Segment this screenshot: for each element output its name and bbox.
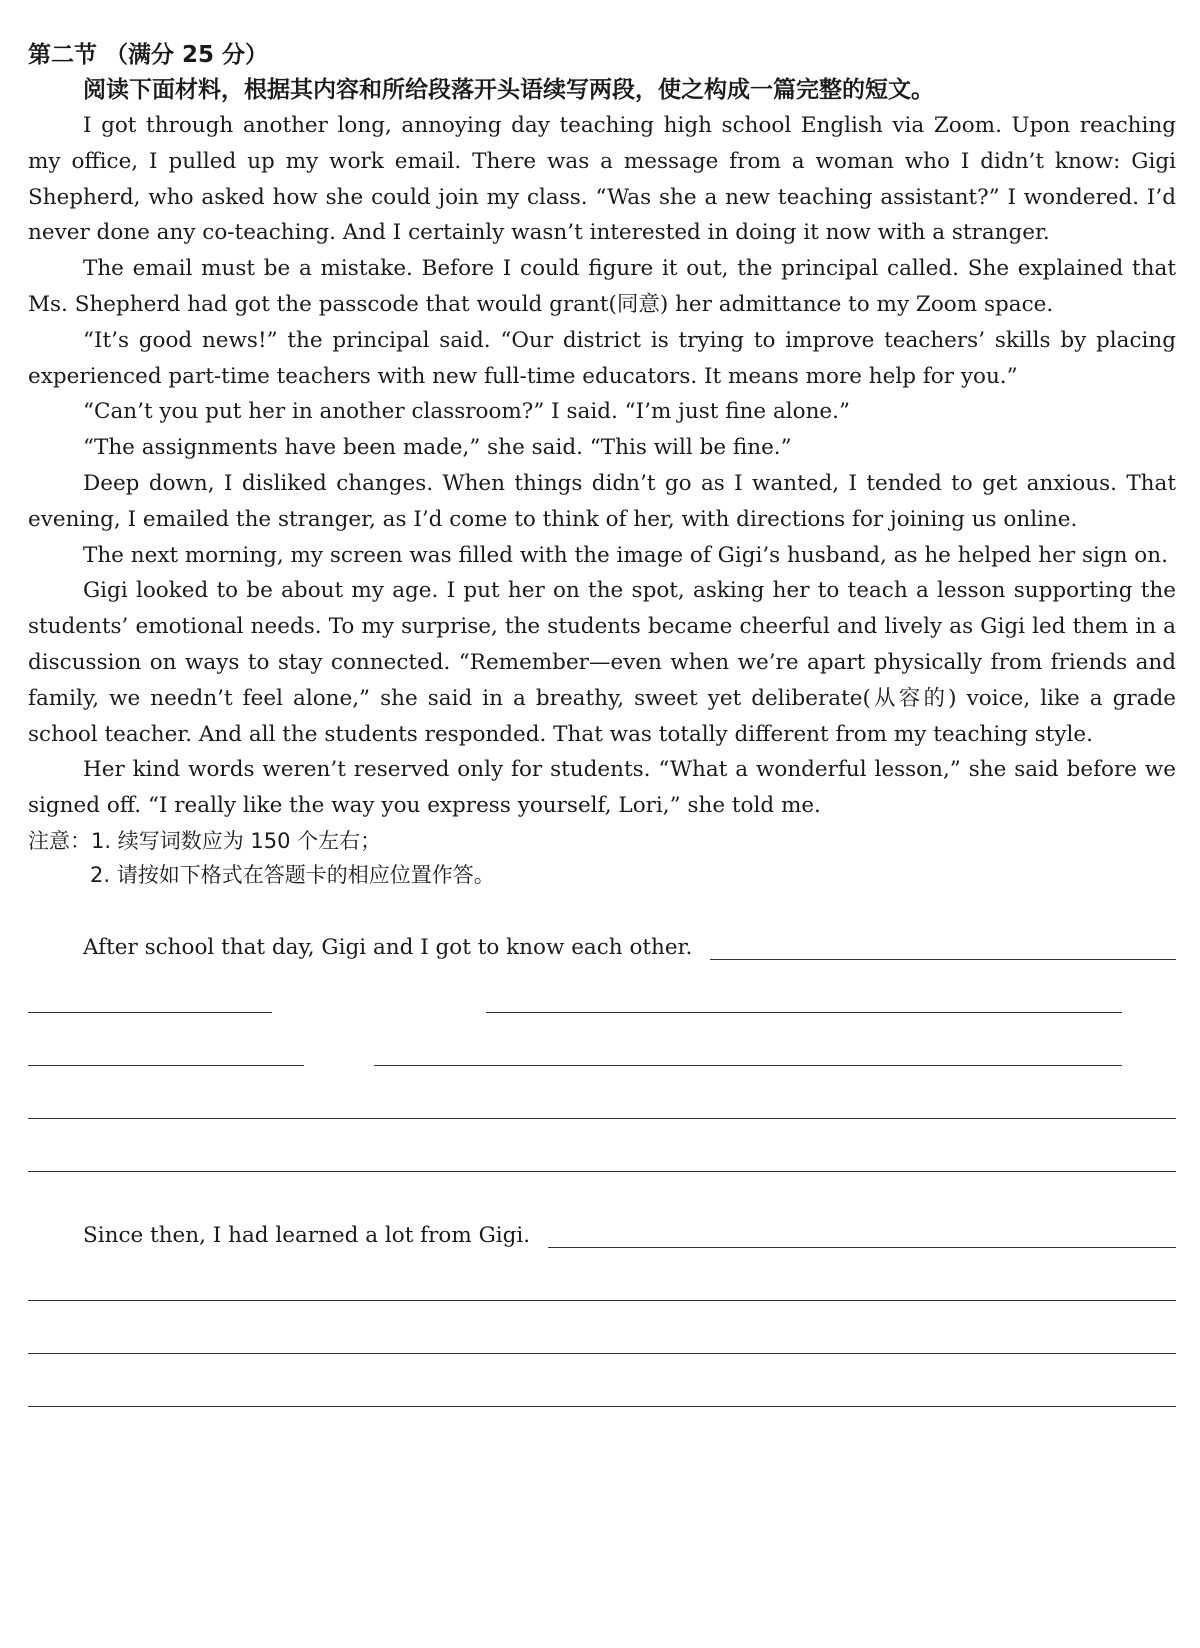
story-paragraph: “The assignments have been made,” she said. “This will be fine.”: [83, 435, 792, 461]
reading-passage: [28, 108, 1176, 824]
writing-line[interactable]: [28, 960, 1176, 1013]
story-paragraph: Her kind words weren’t reserved only for students. “What a wonderful lesson,” she said before we signed off. “I really like the way you express yourself, Lori,” she told me.: [28, 757, 1176, 819]
writing-line[interactable]: [28, 1013, 1176, 1066]
paragraph1-starter-row: [28, 920, 1176, 960]
writing-line[interactable]: [28, 1066, 1176, 1119]
task-instruction: 阅读下面材料，根据其内容和所给段落开头语续写两段，使之构成一篇完整的短文。: [83, 77, 934, 103]
story-paragraph: Deep down, I disliked changes. When things didn’t go as I wanted, I tended to get anxious. That evening, I emailed the stranger, as I’d come to think of her, with directions for joining us online.: [28, 470, 1176, 532]
section-title: 第二节 （满分 25 分）: [28, 42, 269, 68]
writing-line[interactable]: [28, 1119, 1176, 1172]
writing-line[interactable]: [28, 1301, 1176, 1354]
paragraph2-starter: Since then, I had learned a lot from Gigi.: [83, 1222, 531, 1248]
story-paragraph: “Can’t you put her in another classroom?” I said. “I’m just fine alone.”: [83, 399, 850, 425]
story-paragraph: The email must be a mistake. Before I could figure it out, the principal called. She explained that Ms. Shepherd had got the passcode that would grant(同意) her admittance to my Zoom space.: [28, 256, 1176, 317]
paragraph1-starter: After school that day, Gigi and I got to know each other.: [83, 934, 693, 960]
answer-area: [28, 920, 1176, 1407]
notes: [28, 824, 1176, 892]
writing-line[interactable]: [28, 1248, 1176, 1301]
paragraph2-starter-row: [28, 1208, 1176, 1248]
story-paragraph: “It’s good news!” the principal said. “Our district is trying to improve teachers’ skills by placing experienced part-time teachers with new full-time educators. It means more help for you.”: [28, 327, 1176, 389]
writing-line[interactable]: [710, 929, 1176, 960]
writing-line-segment: [28, 1065, 304, 1066]
note-answer-format: 2. 请按如下格式在答题卡的相应位置作答。: [90, 862, 495, 887]
story-paragraph: The next morning, my screen was filled with the image of Gigi’s husband, as he helped her sign on.: [83, 542, 1168, 568]
writing-line[interactable]: [548, 1217, 1176, 1248]
writing-line[interactable]: [28, 1354, 1176, 1407]
note-word-count: 注意：1. 续写词数应为 150 个左右；: [28, 828, 382, 853]
story-paragraph: Gigi looked to be about my age. I put her on the spot, asking her to teach a lesson supporting the students’ emotional needs. To my surprise, the students became cheerful and lively as Gigi led them in a discussion on ways to stay connected. “Remember—even when we’re apart physically from friends and family, we needn’t feel alone,” she said in a breathy, sweet yet deliberate(从容的) voice, like a grade school teacher. And all the students responded. That was totally different from my teaching style.: [28, 578, 1176, 747]
story-paragraph: I got through another long, annoying day teaching high school English via Zoom. Upon reaching my office, I pulled up my work email. There was a message from a woman who I didn’t know: Gigi Shepherd, who asked how she could join my class. “Was she a new teaching assistant?” I wondered. I’d never done any co-teaching. And I certainly wasn’t interested in doing it now with a stranger.: [28, 113, 1176, 246]
writing-line-segment: [374, 1065, 1122, 1066]
paragraph-gap: [28, 1172, 1176, 1208]
